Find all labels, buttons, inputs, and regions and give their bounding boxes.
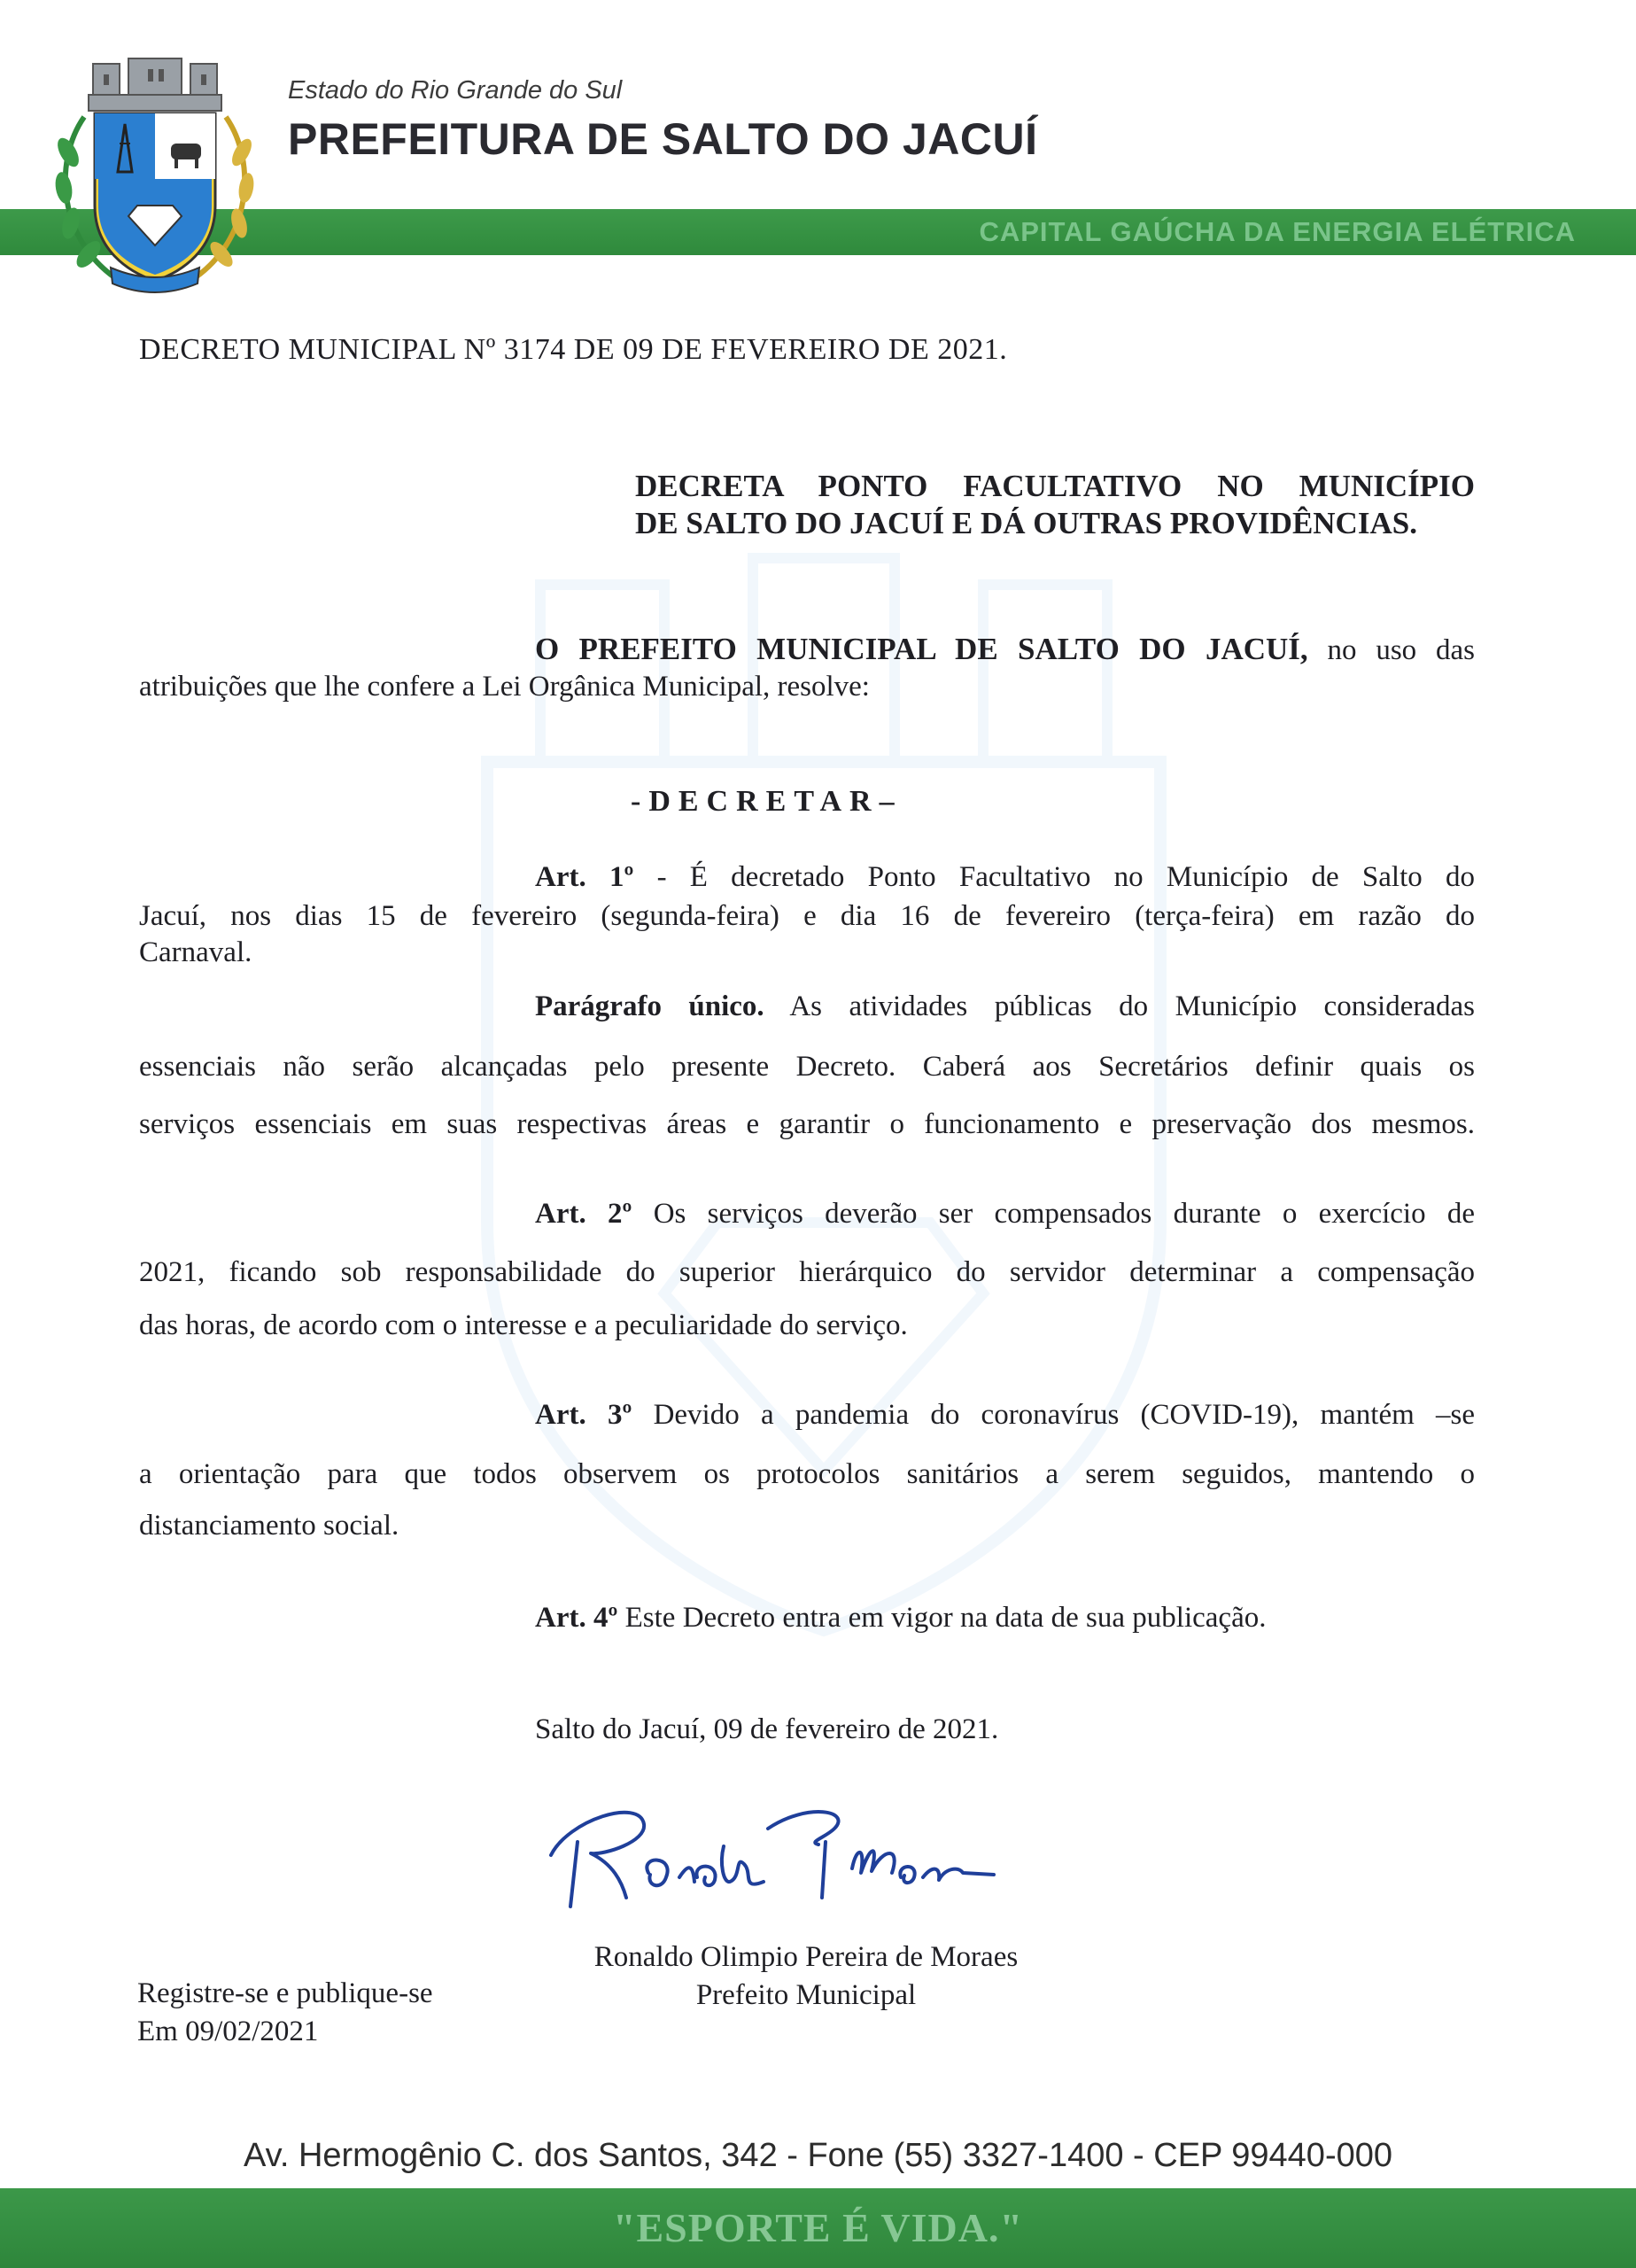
prefeitura-title: PREFEITURA DE SALTO DO JACUÍ	[288, 114, 1038, 164]
ementa-line-2: DE SALTO DO JACUÍ E DÁ OUTRAS PROVIDÊNCIAS.	[635, 506, 1417, 540]
art4-text: Este Decreto entra em vigor na data de sua publicação.	[624, 1602, 1267, 1634]
register-block	[137, 1975, 433, 2051]
paragraph-line-2	[139, 1050, 1475, 1085]
art4-label: Art. 4º	[535, 1602, 618, 1634]
paragraph-text: As atividades públicas do Município consideradas	[789, 990, 1475, 1022]
preamble-line-1	[535, 631, 1475, 669]
header-tagline: CAPITAL GAÚCHA DA ENERGIA ELÉTRICA	[979, 216, 1576, 247]
paragraph-text-3: serviços essenciais em suas respectivas áreas e garantir o funcionamento e preservação dos mesmos.	[139, 1108, 1475, 1140]
art2-text: Os serviços deverão ser compensados durante o exercício de	[653, 1198, 1476, 1230]
art3-line-2	[139, 1457, 1475, 1493]
decree-title: DECRETO MUNICIPAL Nº 3174 DE 09 DE FEVEREIRO DE 2021.	[139, 333, 1008, 366]
art4-line	[535, 1601, 1266, 1636]
art3-line-1	[535, 1398, 1475, 1433]
register-line-1: Registre-se e publique-se	[137, 1977, 433, 2009]
preamble-line-2: atribuições que lhe confere a Lei Orgânica Municipal, resolve:	[139, 671, 870, 703]
paragraph-line-1	[535, 990, 1475, 1025]
art1-text-2: Jacuí, nos dias 15 de fevereiro (segunda-feira) e dia 16 de fevereiro (terça-feira) em razão do	[139, 900, 1475, 932]
preamble-rest: no uso das	[1327, 634, 1475, 666]
art3-text-2: a orientação para que todos observem os protocolos sanitários a serem seguidos, mantendo o	[139, 1458, 1475, 1490]
decree-ementa	[635, 468, 1475, 542]
art1-line-2	[139, 899, 1475, 935]
place-date: Salto do Jacuí, 09 de fevereiro de 2021.	[535, 1713, 999, 1745]
ementa-line-1: DECRETA PONTO FACULTATIVO NO MUNICÍPIO	[635, 469, 1475, 503]
art3-label: Art. 3º	[535, 1399, 632, 1431]
paragraph-line-3	[139, 1107, 1475, 1143]
art2-line-3: das horas, de acordo com o interesse e a peculiaridade do serviço.	[139, 1309, 908, 1341]
preamble-bold: O PREFEITO MUNICIPAL DE SALTO DO JACUÍ,	[535, 632, 1308, 666]
state-name: Estado do Rio Grande do Sul	[288, 76, 623, 105]
footer-address: Av. Hermogênio C. dos Santos, 342 - Fone (55) 3327-1400 - CEP 99440-000	[243, 2137, 1392, 2174]
art3-line-3: distanciamento social.	[139, 1510, 399, 1542]
art1-line-1	[535, 860, 1475, 896]
art2-line-2	[139, 1255, 1475, 1291]
art3-text: Devido a pandemia do coronavírus (COVID-19), mantém –se	[653, 1399, 1476, 1431]
art1-label: Art. 1º	[535, 861, 634, 893]
signer-role: Prefeito Municipal	[695, 1978, 917, 2011]
footer-motto: "ESPORTE É VIDA."	[612, 2205, 1024, 2250]
coat-of-arms-icon	[49, 55, 261, 307]
art2-label: Art. 2º	[535, 1198, 632, 1230]
art1-text: - É decretado Ponto Facultativo no Município de Salto do	[656, 861, 1475, 893]
register-line-2: Em 09/02/2021	[137, 2015, 319, 2047]
paragraph-label: Parágrafo único.	[535, 990, 764, 1022]
signer-name: Ronaldo Olimpio Pereira de Moraes	[593, 1941, 1019, 1973]
paragraph-text-2: essenciais não serão alcançadas pelo presente Decreto. Caberá aos Secretários definir quais os	[139, 1051, 1475, 1083]
art1-line-3: Carnaval.	[139, 936, 252, 968]
decretar-heading: -DECRETAR–	[631, 785, 903, 818]
footer-green-band	[0, 2188, 1636, 2268]
art2-line-1	[535, 1197, 1475, 1232]
art2-text-2: 2021, ficando sob responsabilidade do superior hierárquico do servidor determinar a compensação	[139, 1256, 1475, 1288]
signature-block	[531, 1938, 1081, 2015]
signature-icon	[542, 1793, 1038, 1913]
